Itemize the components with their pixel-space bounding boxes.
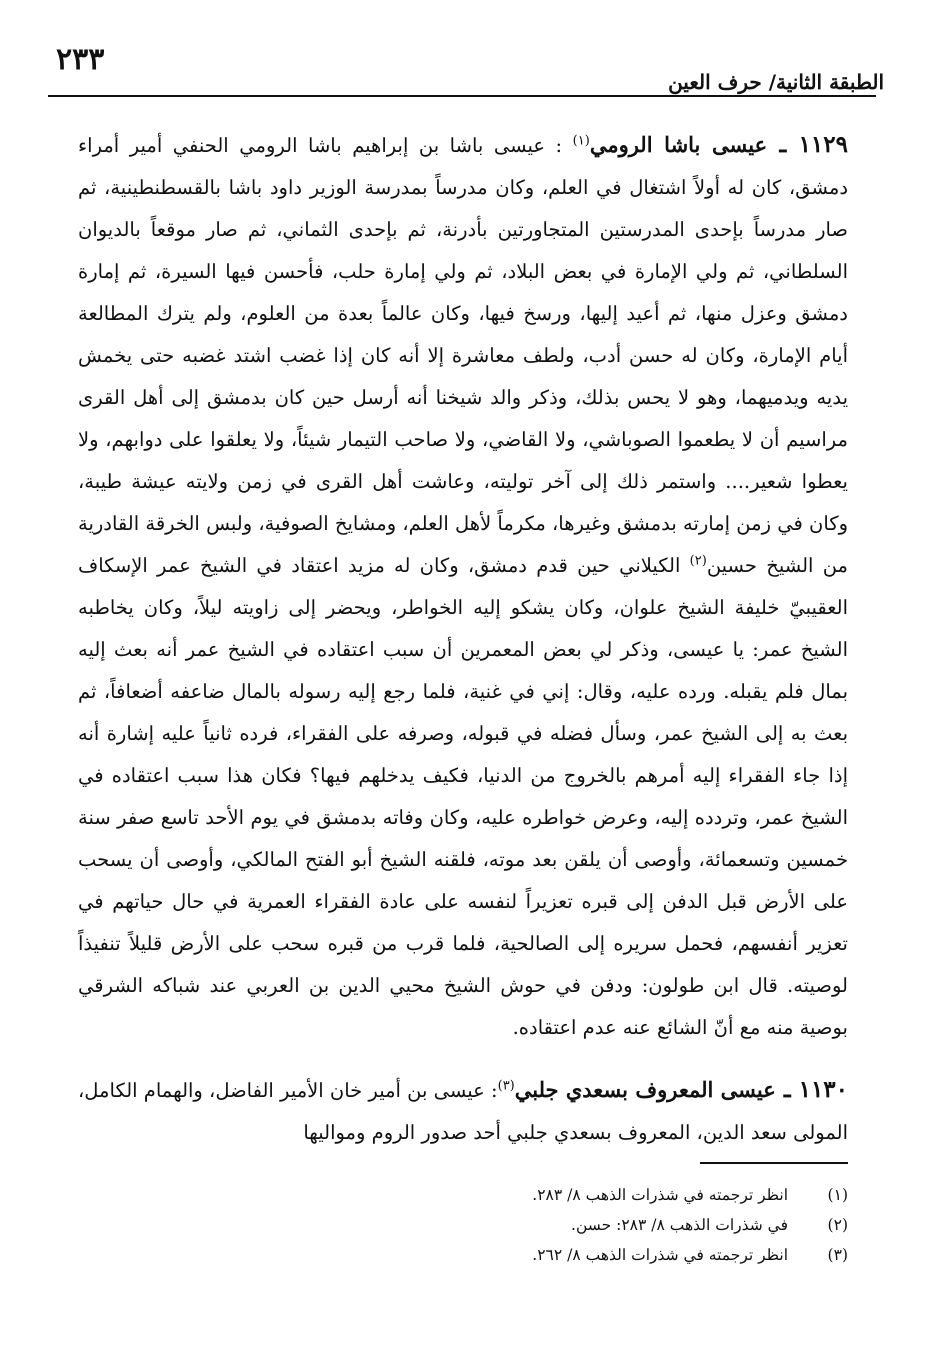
entry-name: عيسى باشا الرومي — [589, 132, 768, 157]
footnote-divider — [700, 1162, 848, 1164]
entry-separator: ـ — [767, 131, 799, 158]
entry-number: ١١٢٩ — [798, 131, 848, 158]
footnote-ref: (٣) — [497, 1078, 515, 1094]
running-title: الطبقة الثانية/ حرف العين — [668, 70, 884, 94]
footnote-label: (١) — [827, 1186, 848, 1204]
footnote-2 — [200, 1210, 848, 1240]
main-text — [78, 124, 848, 1154]
footnote-3 — [200, 1240, 848, 1270]
footnote-1 — [200, 1180, 848, 1210]
biography-entry-1130 — [78, 1069, 848, 1154]
entry-name: عيسى المعروف بسعدي جلبي — [514, 1077, 776, 1102]
page-number: ٢٣٣ — [56, 42, 105, 77]
running-head — [48, 40, 888, 92]
biography-entry-1129 — [78, 124, 848, 1049]
entry-text: : عيسى باشا بن إبراهيم باشا الرومي الحنفي أمير أمراء دمشق، كان له أولاً اشتغال في العلم، وكان مدرساً بمدرسة الوزير داود باشا بالقسطنطينية، ثم صار مدرساً بإحدى المدرستين المتجاورتين بأدرنة، ثم بإحدى الثماني، ثم صار موقعاً بالديوان السلطاني، ثم ولي الإمارة في بعض البلاد، ثم ولي إمارة حلب، فأحسن فيها السيرة، ثم إمارة دمشق وعزل منها، ثم أعيد إليها، ورسخ فيها، وكان عالماً بعدة من العلوم، ولم يترك المطالعة أيام الإمارة، وكان له حسن أدب، ولطف معاشرة إلا أنه كان إذا غضب اشتد غضبه حتى يخمش يديه ويدميهما، وهو لا يحس بذلك، وذكر والد شيخنا أنه أرسل حين كان بدمشق إلى أهل القرى مراسيم أن لا يطعموا الصوباشي، ولا القاضي، ولا صاحب التيمار شيئاً، ولا يعلقوا على دوابهم، ولا يعطوا شعير.... واستمر ذلك إلى آخر توليته، وعاشت أهل القرى في زمن ولايته عيشة طيبة، وكان في زمن إمارته بدمشق وغيرها، مكرماً لأهل العلم، ومشايخ الصوفية، ولبس الخرقة القادرية من الشيخ حسين — [78, 134, 848, 577]
footnote-ref: (٢) — [689, 553, 707, 569]
entry-number: ١١٣٠ — [798, 1076, 849, 1103]
entry-text: : عيسى بن أمير خان الأمير الفاضل، والهمام الكامل، المولى سعد الدين، المعروف بسعدي جلبي أحد صدور الروم ومواليها — [78, 1079, 848, 1144]
footnote-text: انظر ترجمته في شذرات الذهب ٨/ ٢٦٢. — [532, 1246, 788, 1264]
header-divider — [48, 95, 876, 97]
footnotes — [200, 1180, 848, 1270]
footnote-label: (٢) — [827, 1216, 848, 1234]
footnote-text: في شذرات الذهب ٨/ ٢٨٣: حسن. — [571, 1216, 788, 1234]
footnote-ref: (١) — [572, 133, 590, 149]
entry-text-continued: الكيلاني حين قدم دمشق، وكان له مزيد اعتقاد في الشيخ عمر الإسكاف العقيبيّ خليفة الشيخ علوان، وكان يشكو إليه الخواطر، ويحضر إلى زاويته ليلاً، وكان يخاطبه الشيخ عمر: يا عيسى، وذكر لي بعض المعمرين أن سبب اعتقاده في الشيخ عمر أنه بعث إليه بمال فلم يقبله. ورده عليه، وقال: إني في غنية، فلما رجع إليه رسوله بالمال ضاعفه أضعافاً، ثم بعث به إلى الشيخ عمر، وسأل فضله في قبوله، وصرفه على الفقراء، فرده ثانياً عليه إشارة أنه إذا جاء الفقراء إليه أمرهم بالخروج من الدنيا، فكيف يدخلهم فيها؟ فكان هذا سبب اعتقاده في الشيخ عمر، وتردده إليه، وعرض خواطره عليه، وكان وفاته بدمشق في يوم الأحد تاسع صفر سنة خمسين وتسعمائة، وأوصى أن يلقن بعد موته، فلقنه الشيخ أبو الفتح المالكي، وأوصى أن يسحب على الأرض قبل الدفن إلى قبره تعزيراً لنفسه على عادة الفقراء العمرية في حال حياتهم في تعزير أنفسهم، فحمل سريره إلى الصالحية، فلما قرب من قبره سحب على الأرض قليلاً تنفيذاً لوصيته. قال ابن طولون: ودفن في حوش الشيخ محيي الدين بن العربي عند شباكه الشرقي بوصية منه مع أنّ الشائع عنه عدم اعتقاده. — [78, 554, 848, 1039]
footnote-text: انظر ترجمته في شذرات الذهب ٨/ ٢٨٣. — [532, 1186, 788, 1204]
entry-separator: ـ — [775, 1076, 799, 1103]
footnote-label: (٣) — [827, 1246, 848, 1264]
